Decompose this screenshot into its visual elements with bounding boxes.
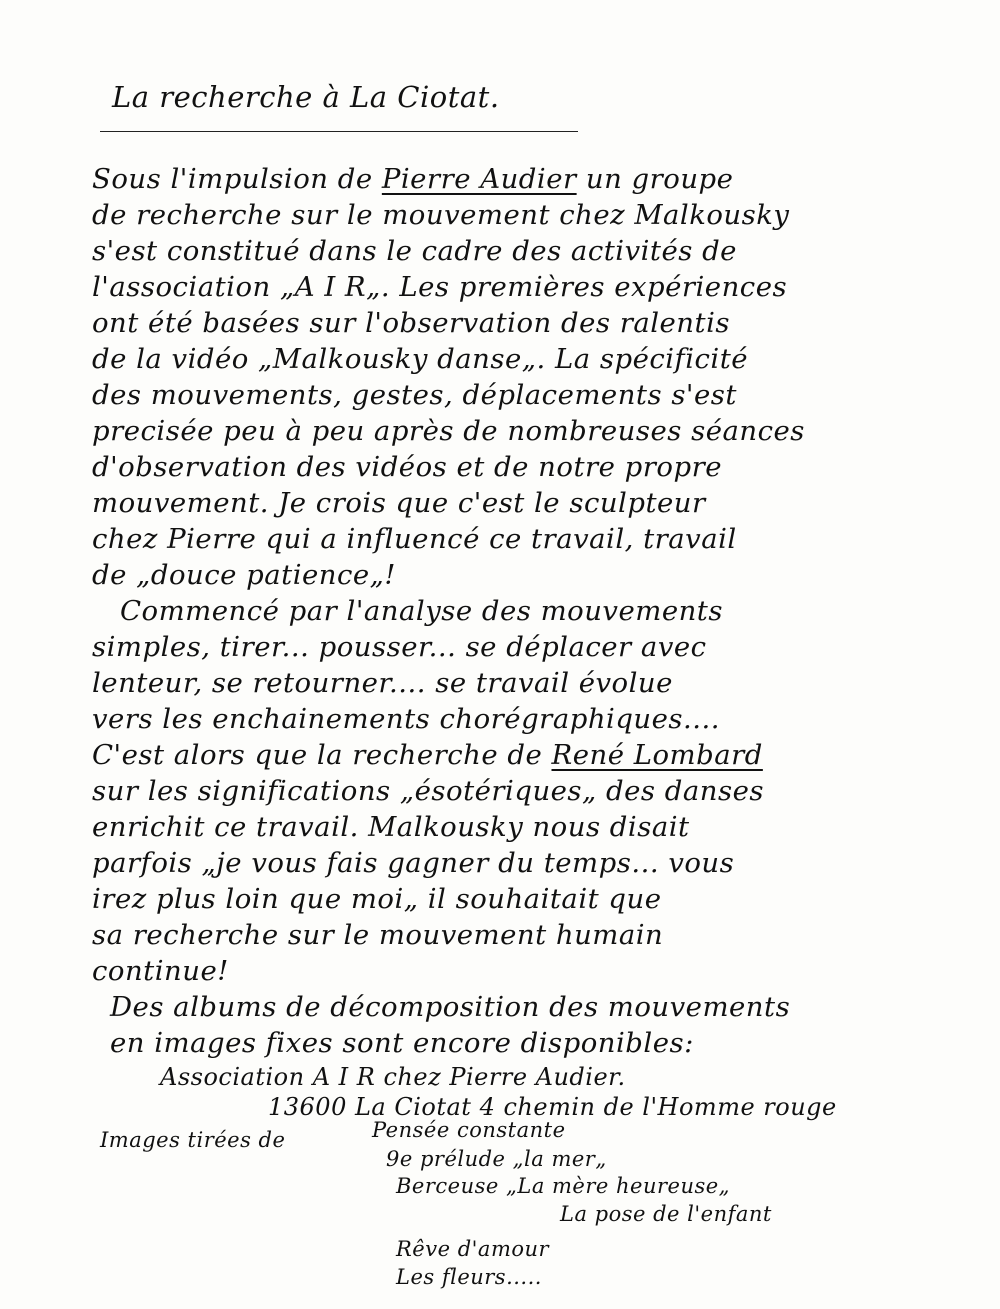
text-line: continue! bbox=[92, 955, 229, 987]
text-line: d'observation des vidéos et de notre propre bbox=[92, 451, 722, 483]
underlined-name: Pierre Audier bbox=[381, 163, 577, 195]
text-line: de recherche sur le mouvement chez Malkousky bbox=[92, 199, 790, 231]
text-line: de „douce patience„! bbox=[92, 559, 396, 591]
text-line: ont été basées sur l'observation des ralentis bbox=[92, 307, 730, 339]
text-line: sur les significations „ésotériques„ des danses bbox=[92, 775, 764, 807]
text-line: vers les enchainements chorégraphiques.... bbox=[92, 703, 720, 735]
text-line: mouvement. Je crois que c'est le sculpteur bbox=[92, 487, 706, 519]
images-list-item: La pose de l'enfant bbox=[560, 1202, 772, 1226]
images-heading: Images tirées de bbox=[100, 1128, 286, 1152]
images-list-item: Pensée constante bbox=[372, 1118, 566, 1142]
images-list-item: Rêve d'amour bbox=[396, 1237, 550, 1261]
text-line: Sous l'impulsion de Pierre Audier un groupe bbox=[92, 163, 734, 195]
text-line: Commencé par l'analyse des mouvements bbox=[120, 595, 723, 627]
text-line: en images fixes sont encore disponibles: bbox=[110, 1027, 694, 1059]
text-line: C'est alors que la recherche de René Lombard bbox=[92, 739, 763, 771]
title-underline bbox=[100, 131, 578, 132]
text-line: sa recherche sur le mouvement humain bbox=[92, 919, 664, 951]
images-list-item: Berceuse „La mère heureuse„ bbox=[396, 1174, 731, 1198]
images-list-item: Les fleurs..... bbox=[396, 1265, 542, 1289]
text-line: enrichit ce travail. Malkousky nous disait bbox=[92, 811, 690, 843]
text-line: precisée peu à peu après de nombreuses séances bbox=[92, 415, 805, 447]
images-list-item: 9e prélude „la mer„ bbox=[386, 1147, 607, 1171]
text-line: des mouvements, gestes, déplacements s'est bbox=[92, 379, 737, 411]
text-line: chez Pierre qui a influencé ce travail, travail bbox=[92, 523, 737, 555]
text-line: Des albums de décomposition des mouvements bbox=[110, 991, 791, 1023]
page-title: La recherche à La Ciotat. bbox=[112, 80, 500, 114]
text-line: simples, tirer... pousser... se déplacer avec bbox=[92, 631, 707, 663]
text-line: lenteur, se retourner.... se travail évolue bbox=[92, 667, 673, 699]
text-line: s'est constitué dans le cadre des activités de bbox=[92, 235, 737, 267]
address-line: 13600 La Ciotat 4 chemin de l'Homme rouge bbox=[268, 1093, 837, 1121]
text-line: de la vidéo „Malkousky danse„. La spécificité bbox=[92, 343, 749, 375]
text-line: irez plus loin que moi„ il souhaitait que bbox=[92, 883, 662, 915]
underlined-name: René Lombard bbox=[551, 739, 763, 771]
text-line: parfois „je vous fais gagner du temps... vous bbox=[92, 847, 735, 879]
text-line: l'association „A I R„. Les premières expériences bbox=[92, 271, 788, 303]
address-line: Association A I R chez Pierre Audier. bbox=[160, 1063, 626, 1091]
